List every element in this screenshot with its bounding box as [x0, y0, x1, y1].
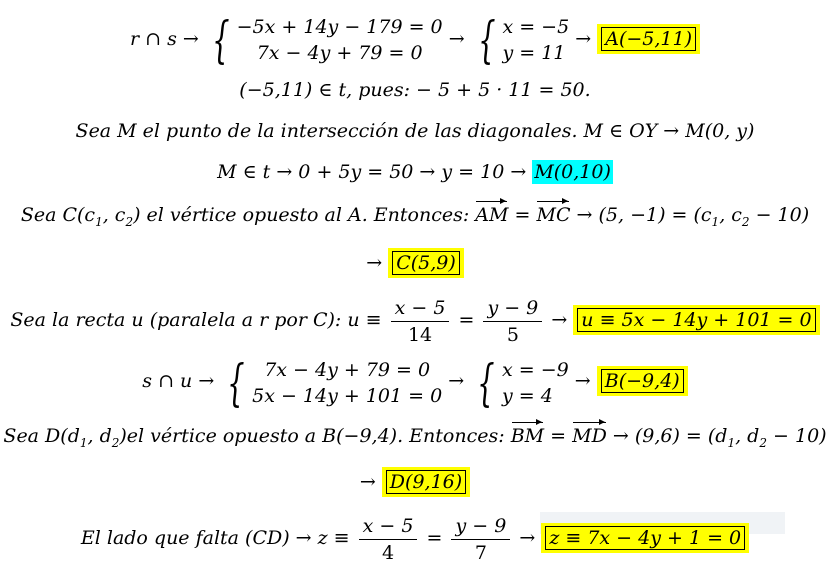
denominator: 14: [407, 323, 433, 346]
text: , c: [102, 204, 126, 226]
vector-BM: BM: [510, 425, 545, 447]
equals: =: [426, 527, 443, 549]
denominator: 5: [506, 323, 519, 346]
solution-eq: x = −9: [502, 358, 569, 381]
fraction: [483, 295, 542, 348]
arrow: →: [448, 28, 465, 50]
result-highlight: [382, 467, 470, 497]
arrow: →: [359, 471, 376, 493]
fraction: [359, 513, 418, 566]
check-line: (−5,11) ∈ t, pues: − 5 + 5 · 11 = 50.: [239, 79, 591, 101]
solution-eq: y = 11: [502, 42, 566, 64]
equation-intersection-s-u: [0, 353, 830, 412]
result-highlight: [597, 24, 700, 54]
text: − 10): [766, 425, 827, 447]
intersection-label: r ∩ s →: [129, 28, 199, 50]
line-z-statement: [0, 512, 830, 564]
intersection-label: s ∩ u →: [142, 370, 215, 392]
text: )el vértice opuesto a B(−9,4). Entonces:: [119, 425, 505, 447]
solution-system: [470, 353, 569, 412]
text: Sea D(d: [3, 425, 80, 447]
point-A: A(−5,11): [601, 27, 696, 51]
line-u-equation: u ≡ 5x − 14y + 101 = 0: [577, 308, 815, 332]
text: → (9,6) = (d: [612, 425, 728, 447]
subscript: 1: [95, 214, 103, 229]
equals: =: [514, 204, 531, 226]
solution-eq: x = −5: [502, 16, 570, 38]
system-eq: 7x − 4y + 79 = 0: [264, 358, 431, 381]
text: Sea la recta u (paralela a r por C): u ≡: [10, 309, 382, 331]
text: El lado que falta (CD) → z ≡: [80, 527, 350, 549]
numerator: x − 5: [359, 513, 418, 540]
system-eq: 7x − 4y + 79 = 0: [256, 42, 423, 64]
numerator: y − 9: [451, 513, 510, 540]
point-M-line: [0, 161, 830, 183]
denominator: 4: [382, 541, 395, 564]
point-B: B(−9,4): [601, 369, 684, 393]
result-highlight: [573, 305, 819, 335]
numerator: y − 9: [483, 295, 542, 322]
arrow: →: [574, 370, 591, 392]
solution-eq: y = 4: [502, 384, 553, 407]
text: , c: [719, 204, 742, 226]
text: , d: [735, 425, 760, 447]
point-D: D(9,16): [386, 470, 466, 494]
subscript: 2: [741, 214, 750, 229]
text: ) el vértice opuesto al A. Entonces:: [133, 204, 470, 226]
brace-icon: {: [477, 11, 496, 69]
subscript: 2: [759, 435, 767, 450]
brace-icon: {: [227, 353, 245, 412]
arrow: →: [448, 370, 465, 392]
fraction: [391, 295, 450, 348]
arrow: →: [575, 28, 592, 50]
arrow: →: [366, 252, 383, 274]
text: − 10): [749, 204, 810, 226]
line-u-statement: [0, 294, 830, 346]
subscript: 2: [111, 435, 120, 450]
point-M-highlight: M(0,10): [534, 161, 611, 183]
subscript: 1: [79, 435, 88, 450]
system-s-u: [220, 353, 443, 412]
equation-intersection-r-s: [0, 11, 830, 69]
denominator: 7: [474, 541, 487, 564]
subscript: 2: [125, 214, 134, 229]
result-highlight: [597, 366, 688, 396]
equals: =: [550, 425, 567, 447]
result-highlight: [541, 523, 749, 553]
arrow: →: [551, 309, 568, 331]
line-z-equation: z ≡ 7x − 4y + 1 = 0: [545, 526, 745, 550]
point-D-result-line: [0, 467, 830, 497]
text: Sea C(c: [20, 204, 96, 226]
system-eq: 5x − 14y + 101 = 0: [252, 384, 443, 407]
vector-AM: AM: [475, 204, 509, 226]
text: → (5, −1) = (c: [576, 204, 712, 226]
brace-icon: {: [211, 11, 230, 69]
system-r-s: [205, 11, 443, 69]
diagonals-line: Sea M el punto de la intersección de las diagonales. M ∈ OY → M(0, y): [75, 120, 755, 142]
text: , d: [87, 425, 112, 447]
equals: =: [458, 309, 475, 331]
point-C-result-line: [0, 248, 830, 278]
solution-system: [471, 11, 570, 69]
subscript: 1: [711, 214, 720, 229]
result-highlight: [388, 248, 464, 278]
point-C: C(5,9): [392, 251, 460, 275]
vector-MD: MD: [572, 425, 607, 447]
brace-icon: {: [477, 353, 495, 412]
subscript: 1: [727, 435, 736, 450]
point-M-derivation: M ∈ t → 0 + 5y = 50 → y = 10 →: [217, 161, 527, 183]
vector-MC: MC: [536, 204, 571, 226]
point-D-statement: [0, 425, 830, 454]
numerator: x − 5: [391, 295, 450, 322]
arrow: →: [519, 527, 536, 549]
fraction: [451, 513, 510, 566]
system-eq: −5x + 14y − 179 = 0: [236, 16, 443, 38]
point-C-statement: [0, 204, 830, 233]
